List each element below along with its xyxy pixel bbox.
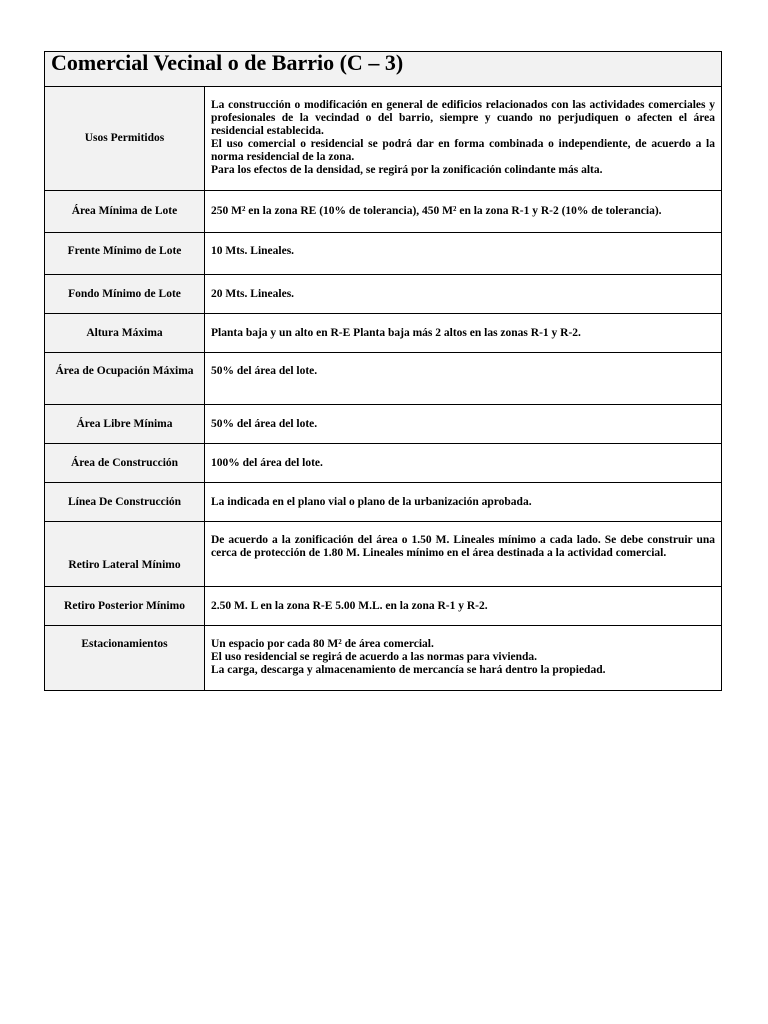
row-label: Retiro Posterior Mínimo: [45, 587, 205, 626]
value-line: 100% del área del lote.: [211, 456, 323, 469]
value-line: 50% del área del lote.: [211, 365, 318, 377]
table-row: [45, 233, 722, 275]
document-title: Comercial Vecinal o de Barrio (C – 3): [51, 50, 404, 75]
value-line: La indicada en el plano vial o plano de la urbanización aprobada.: [211, 495, 532, 508]
row-value: [205, 405, 722, 444]
row-label: Usos Permitidos: [45, 87, 205, 191]
value-line: Un espacio por cada 80 M² de área comercial.: [211, 638, 434, 650]
row-value: [205, 314, 722, 353]
row-label: Estacionamientos: [45, 626, 205, 691]
row-label: Área de Construcción: [45, 444, 205, 483]
table-row: [45, 405, 722, 444]
row-label: Área de Ocupación Máxima: [45, 353, 205, 405]
row-label: Retiro Lateral Mínimo: [45, 522, 205, 587]
value-line: El uso comercial o residencial se podrá dar en forma combinada o independiente, de acuerdo a la norma residencial de la zona.: [211, 138, 715, 163]
row-value: [205, 233, 722, 275]
row-label: Línea De Construcción: [45, 483, 205, 522]
row-value: [205, 353, 722, 405]
table-row: [45, 87, 722, 191]
row-label: Área Libre Mínima: [45, 405, 205, 444]
value-line: 10 Mts. Lineales.: [211, 245, 295, 257]
table-row: [45, 314, 722, 353]
value-line: Para los efectos de la densidad, se regirá por la zonificación colindante más alta.: [211, 164, 603, 176]
row-value: [205, 587, 722, 626]
title-cell: [45, 52, 722, 87]
row-value: [205, 87, 722, 191]
value-line: La construcción o modificación en general de edificios relacionados con las actividades comerciales y profesionales de la vecindad o del barrio, siempre y cuando no perjudiquen o afecten el área residencial establecida.: [211, 99, 715, 137]
value-line: 250 M² en la zona RE (10% de tolerancia), 450 M² en la zona R-1 y R-2 (10% de tolerancia).: [211, 205, 662, 217]
row-value: [205, 275, 722, 314]
value-line: 50% del área del lote.: [211, 417, 318, 430]
title-row: [45, 52, 722, 87]
value-line: 2.50 M. L en la zona R-E 5.00 M.L. en la zona R-1 y R-2.: [211, 599, 488, 612]
value-line: La carga, descarga y almacenamiento de mercancía se hará dentro la propiedad.: [211, 664, 606, 676]
row-label: Área Mínima de Lote: [45, 191, 205, 233]
row-value: [205, 191, 722, 233]
table-row: [45, 522, 722, 587]
value-line: De acuerdo a la zonificación del área o 1.50 M. Lineales mínimo a cada lado. Se debe construir una cerca de protección de 1.80 M. Lineales mínimo en el área destinada a la actividad comercial.: [211, 534, 715, 559]
value-line: El uso residencial se regirá de acuerdo a las normas para vivienda.: [211, 651, 538, 663]
row-value: [205, 483, 722, 522]
table-row: [45, 353, 722, 405]
table-row: [45, 444, 722, 483]
value-line: Planta baja y un alto en R-E Planta baja más 2 altos en las zonas R-1 y R-2.: [211, 326, 581, 339]
table-row: [45, 626, 722, 691]
table-row: [45, 483, 722, 522]
zoning-table: [44, 51, 722, 691]
table-row: [45, 191, 722, 233]
value-line: 20 Mts. Lineales.: [211, 287, 295, 300]
row-value: [205, 626, 722, 691]
table-row: [45, 587, 722, 626]
row-value: [205, 444, 722, 483]
table-row: [45, 275, 722, 314]
row-label: Altura Máxima: [45, 314, 205, 353]
row-label: Frente Mínimo de Lote: [45, 233, 205, 275]
row-label: Fondo Mínimo de Lote: [45, 275, 205, 314]
row-value: [205, 522, 722, 587]
